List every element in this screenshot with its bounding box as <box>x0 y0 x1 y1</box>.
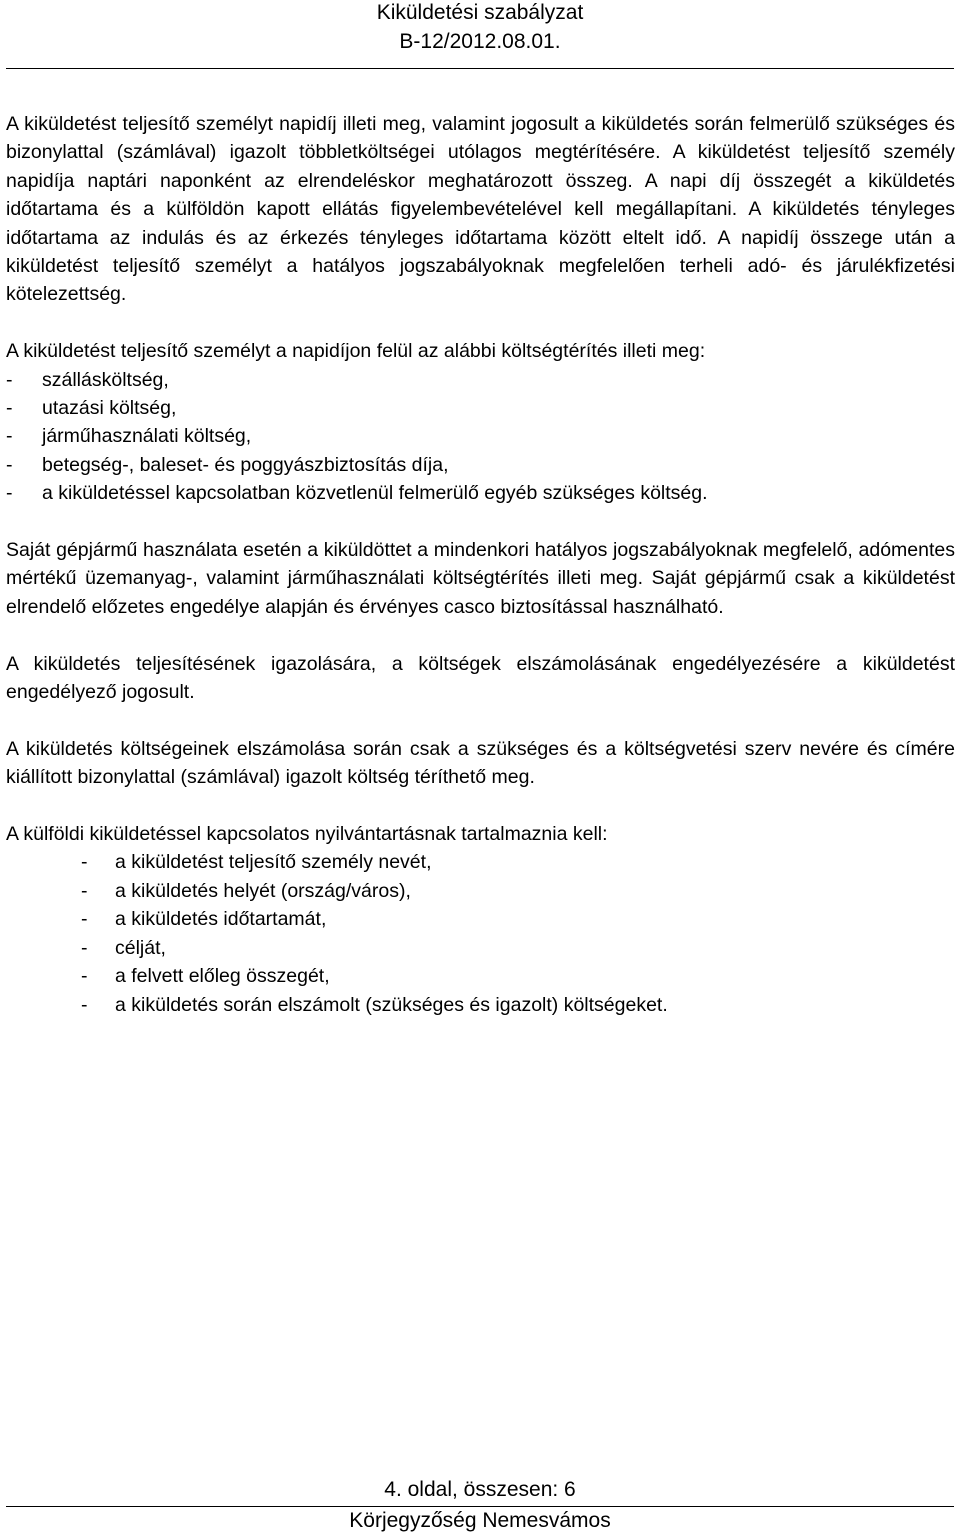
paragraph-cost-intro: A kiküldetést teljesítő személyt a napidíjon felül az alábbi költségtérítés illeti meg: <box>6 340 706 363</box>
list-item: - a kiküldetés időtartamát, <box>81 908 327 931</box>
list-item: - betegség-, baleset- és poggyászbiztosítás díja, <box>6 453 449 476</box>
list-item: - szállásköltség, <box>6 368 169 391</box>
cost-list <box>6 366 955 508</box>
paragraph-approval: A kiküldetés teljesítésének igazolására, a költségek elszámolásának engedélyezésére a kiküldetést engedélyező jogosult. <box>6 652 955 704</box>
record-list <box>6 848 955 1018</box>
list-item: - a kiküldetés helyét (ország/város), <box>81 879 411 902</box>
paragraph-own-vehicle: Saját gépjármű használata esetén a kiküldöttet a mindenkori hatályos jogszabályoknak megfelelő, adómentes mértékű üzemanyag-, valamint járműhasználati költségtérítés illeti meg. Saját gépjármű csak a kiküldetést elrendelő előzetes engedélye alapján és érvényes casco biztosítással használható. <box>6 539 955 618</box>
list-item: - a felvett előleg összegét, <box>81 965 330 988</box>
paragraph-settlement: A kiküldetés költségeinek elszámolása során csak a szükséges és a költségvetési szerv nevére és címére kiállított bizonylattal (számlával) igazolt költség téríthető meg. <box>6 737 955 789</box>
list-item: - járműhasználati költség, <box>6 425 252 448</box>
list-item: - célját, <box>81 936 166 959</box>
document-title: Kiküldetési szabályzat <box>376 1 584 24</box>
page-number: 4. oldal, összesen: 6 <box>384 1478 576 1501</box>
organization-name: Körjegyzőség Nemesvámos <box>349 1509 611 1532</box>
list-item: - a kiküldetést teljesítő személy nevét, <box>81 851 432 874</box>
list-item: - a kiküldetéssel kapcsolatban közvetlenül felmerülő egyéb szükséges költség. <box>6 482 708 505</box>
header-divider <box>6 68 954 69</box>
list-item: - utazási költség, <box>6 397 177 420</box>
document-code: B-12/2012.08.01. <box>399 30 561 53</box>
paragraph-per-diem: A kiküldetést teljesítő személyt napidíj illeti meg, valamint jogosult a kiküldetés során felmerülő szükséges és bizonylattal (számlával) igazolt többletköltségei utólagos megtérítésére. A kiküldetést teljesítő személy napidíja naptári naponként az elrendeléskor meghatározott összeg. A napi díj összegét a kiküldetés időtartama és a külföldön kapott ellátás figyelembevételével kell megállapítani. A kiküldetés tényleges időtartama az indulás és az érkezés tényleges időtartama között eltelt idő. A napidíj összege után a kiküldetést teljesítő személyt a hatályos jogszabályoknak megfelelően terheli adó- és járulékfizetési kötelezettség. <box>6 113 955 306</box>
list-item: - a kiküldetés során elszámolt (szükséges és igazolt) költségeket. <box>81 993 668 1016</box>
paragraph-records-intro: A külföldi kiküldetéssel kapcsolatos nyilvántartásnak tartalmaznia kell: <box>6 823 608 846</box>
document-body <box>6 110 955 1019</box>
